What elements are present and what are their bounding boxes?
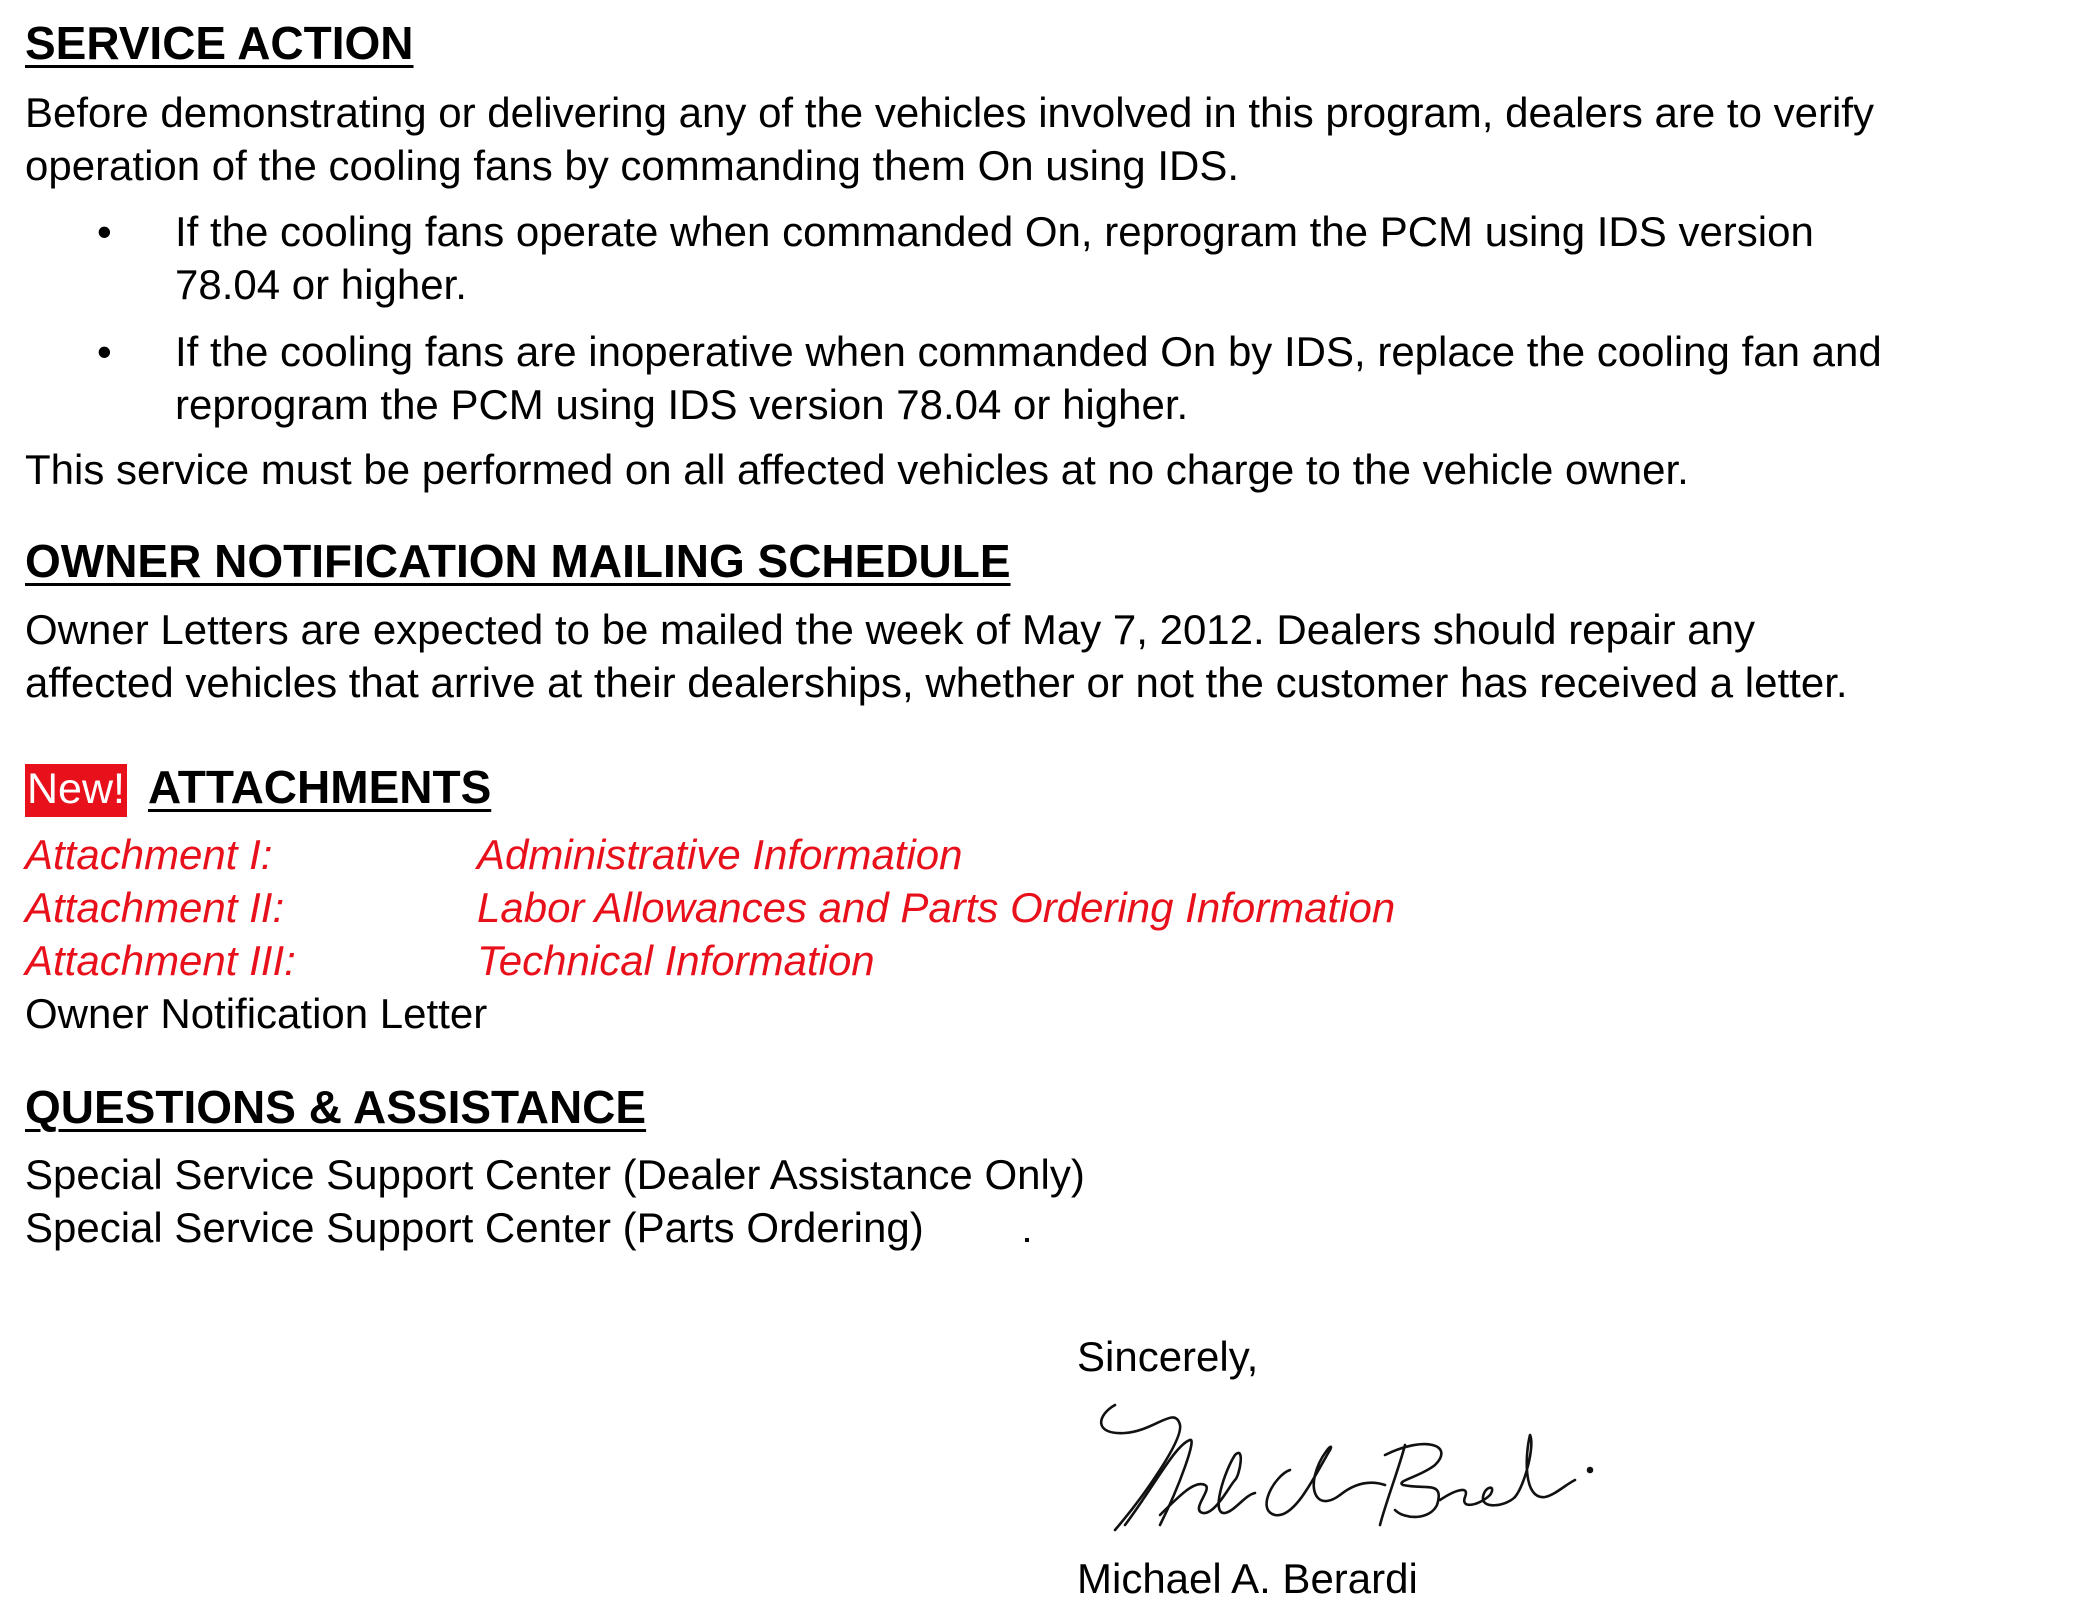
attachment-title: Labor Allowances and Parts Ordering Information xyxy=(477,884,1396,931)
bullet-item-2-line1: If the cooling fans are inoperative when commanded On by IDS, replace the cooling fan and xyxy=(175,328,1882,375)
stray-mark xyxy=(1025,1238,1029,1242)
new-badge: New! xyxy=(25,764,127,817)
support-center-dealer: Special Service Support Center (Dealer Assistance Only) xyxy=(25,1151,1085,1198)
attachment-label: Attachment II: xyxy=(25,884,285,931)
attachment-label: Attachment I: xyxy=(25,831,273,878)
attachment-label: Attachment III: xyxy=(25,937,296,984)
attachment-title: Technical Information xyxy=(477,937,875,984)
mailing-schedule-line2: affected vehicles that arrive at their dealerships, whether or not the customer has received a letter. xyxy=(25,659,1848,706)
questions-heading: QUESTIONS & ASSISTANCE xyxy=(25,1081,647,1133)
bullet-item-1-line2: 78.04 or higher. xyxy=(175,261,467,308)
service-action-closing: This service must be performed on all affected vehicles at no charge to the vehicle owner. xyxy=(25,446,1689,493)
owner-notification-letter: Owner Notification Letter xyxy=(25,990,488,1037)
signer-name: Michael A. Berardi xyxy=(1077,1555,1418,1602)
handwritten-signature xyxy=(1085,1385,1605,1545)
bullet-item-1-line1: If the cooling fans operate when commanded On, reprogram the PCM using IDS version xyxy=(175,208,1814,255)
salutation: Sincerely, xyxy=(1077,1333,1259,1380)
service-action-intro-line2: operation of the cooling fans by commanding them On using IDS. xyxy=(25,142,1240,189)
bullet-dot: • xyxy=(97,208,112,255)
service-action-heading: SERVICE ACTION xyxy=(25,17,414,69)
service-action-intro-line1: Before demonstrating or delivering any of the vehicles involved in this program, dealers are to verify xyxy=(25,89,1874,136)
mailing-schedule-line1: Owner Letters are expected to be mailed the week of May 7, 2012. Dealers should repair any xyxy=(25,606,1755,653)
attachments-heading: ATTACHMENTS xyxy=(148,761,492,813)
attachment-title: Administrative Information xyxy=(477,831,963,878)
bullet-item-2-line2: reprogram the PCM using IDS version 78.04 or higher. xyxy=(175,381,1189,428)
mailing-schedule-heading: OWNER NOTIFICATION MAILING SCHEDULE xyxy=(25,535,1011,587)
support-center-parts: Special Service Support Center (Parts Ordering) xyxy=(25,1204,924,1251)
bullet-dot: • xyxy=(97,328,112,375)
